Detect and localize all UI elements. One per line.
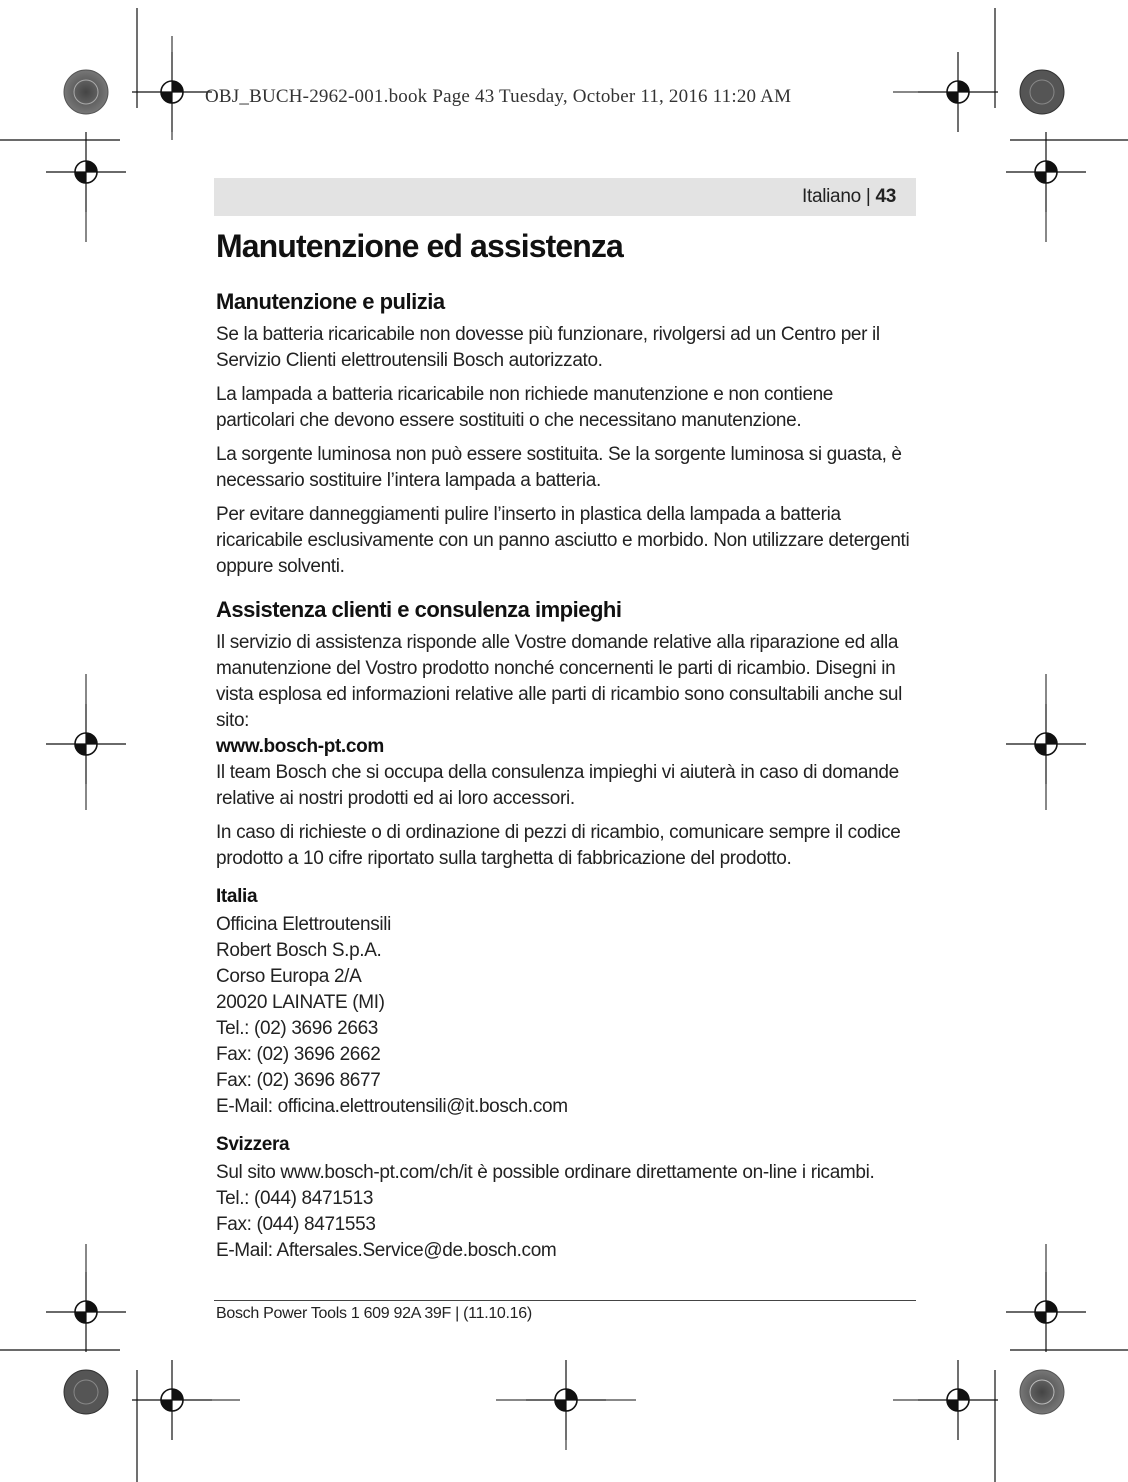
registration-mark-top-right bbox=[893, 8, 1128, 242]
fax-line: Fax: (02) 3696 8677 bbox=[216, 1070, 381, 1091]
email-line: E-Mail: officina.elettroutensili@it.bosch.com bbox=[216, 1096, 568, 1117]
page-content bbox=[216, 226, 916, 1264]
phone-line: Tel.: (044) 8471513 bbox=[216, 1188, 374, 1209]
page-number: 43 bbox=[875, 186, 896, 207]
phone-line: Tel.: (02) 3696 2663 bbox=[216, 1018, 379, 1039]
paragraph: La lampada a batteria ricaricabile non richiede manutenzione e non contiene particolari che devono essere sostituiti o che necessitano manutenzione. bbox=[216, 384, 834, 431]
section-heading-maintenance: Manutenzione e pulizia bbox=[216, 289, 445, 314]
color-target-top-right bbox=[1020, 70, 1064, 114]
country-heading-italia: Italia bbox=[216, 886, 258, 907]
paragraph: In caso di richieste o di ordinazione di pezzi di ricambio, comunicare sempre il codice prodotto a 10 cifre riportato sulla targhetta di fabbricazione del prodotto. bbox=[216, 822, 901, 869]
page-header bbox=[214, 178, 916, 216]
registration-mark-middle-right bbox=[1006, 674, 1086, 810]
page-title: Manutenzione ed assistenza bbox=[216, 228, 623, 264]
color-target-bottom-left bbox=[64, 1370, 108, 1414]
paragraph: Per evitare danneggiamenti pulire l’inserto in plastica della lampada a batteria ricaricabile esclusivamente con un panno asciutto e morbido. Non utilizzare detergenti oppure solventi. bbox=[216, 504, 910, 577]
paragraph: La sorgente luminosa non può essere sostituita. Se la sorgente luminosa si guasta, è necessario sostituire l’intera lampada a batteria. bbox=[216, 444, 902, 491]
color-target-top-left bbox=[64, 70, 108, 114]
address-line: Officina Elettroutensili bbox=[216, 914, 392, 935]
registration-mark-bottom-center bbox=[496, 1360, 636, 1450]
print-slug: OBJ_BUCH-2962-001.book Page 43 Tuesday, October 11, 2016 11:20 AM bbox=[205, 86, 792, 107]
color-target-bottom-right bbox=[1020, 1370, 1064, 1414]
paragraph: Il team Bosch che si occupa della consulenza impieghi vi aiuterà in caso di domande relative ai nostri prodotti ed ai loro accessori. bbox=[216, 762, 899, 809]
email-line: E-Mail: Aftersales.Service@de.bosch.com bbox=[216, 1240, 557, 1261]
website-link[interactable]: www.bosch-pt.com bbox=[216, 736, 384, 757]
registration-mark-top-left bbox=[0, 8, 212, 242]
registration-mark-bottom-left bbox=[0, 1244, 240, 1482]
registration-mark-bottom-right bbox=[893, 1244, 1128, 1482]
footer-rule bbox=[214, 1300, 916, 1301]
address-line: Sul sito www.bosch-pt.com/ch/it è possible ordinare direttamente on-line i ricambi. bbox=[216, 1162, 875, 1183]
section-heading-customer-service: Assistenza clienti e consulenza impieghi bbox=[216, 597, 622, 622]
fax-line: Fax: (044) 8471553 bbox=[216, 1214, 376, 1235]
header-language: Italiano bbox=[801, 186, 861, 207]
registration-mark-middle-left bbox=[46, 674, 126, 810]
header-label bbox=[802, 186, 896, 208]
country-heading-svizzera: Svizzera bbox=[216, 1134, 290, 1155]
paragraph: Il servizio di assistenza risponde alle Vostre domande relative alla riparazione ed alla manutenzione del Vostro prodotto nonché concernenti le parti di ricambio. Disegni in vista esplosa ed informazioni relative alle parti di ricambio sono consultabili anche sul sito: bbox=[216, 632, 902, 731]
address-line: Robert Bosch S.p.A. bbox=[216, 940, 382, 961]
page-footer: Bosch Power Tools 1 609 92A 39F | (11.10.16) bbox=[216, 1305, 532, 1322]
address-line: 20020 LAINATE (MI) bbox=[216, 992, 385, 1013]
fax-line: Fax: (02) 3696 2662 bbox=[216, 1044, 381, 1065]
paragraph: Se la batteria ricaricabile non dovesse più funzionare, rivolgersi ad un Centro per il Servizio Clienti elettroutensili Bosch autorizzato. bbox=[216, 324, 880, 371]
address-line: Corso Europa 2/A bbox=[216, 966, 362, 987]
header-separator: | bbox=[860, 186, 876, 207]
